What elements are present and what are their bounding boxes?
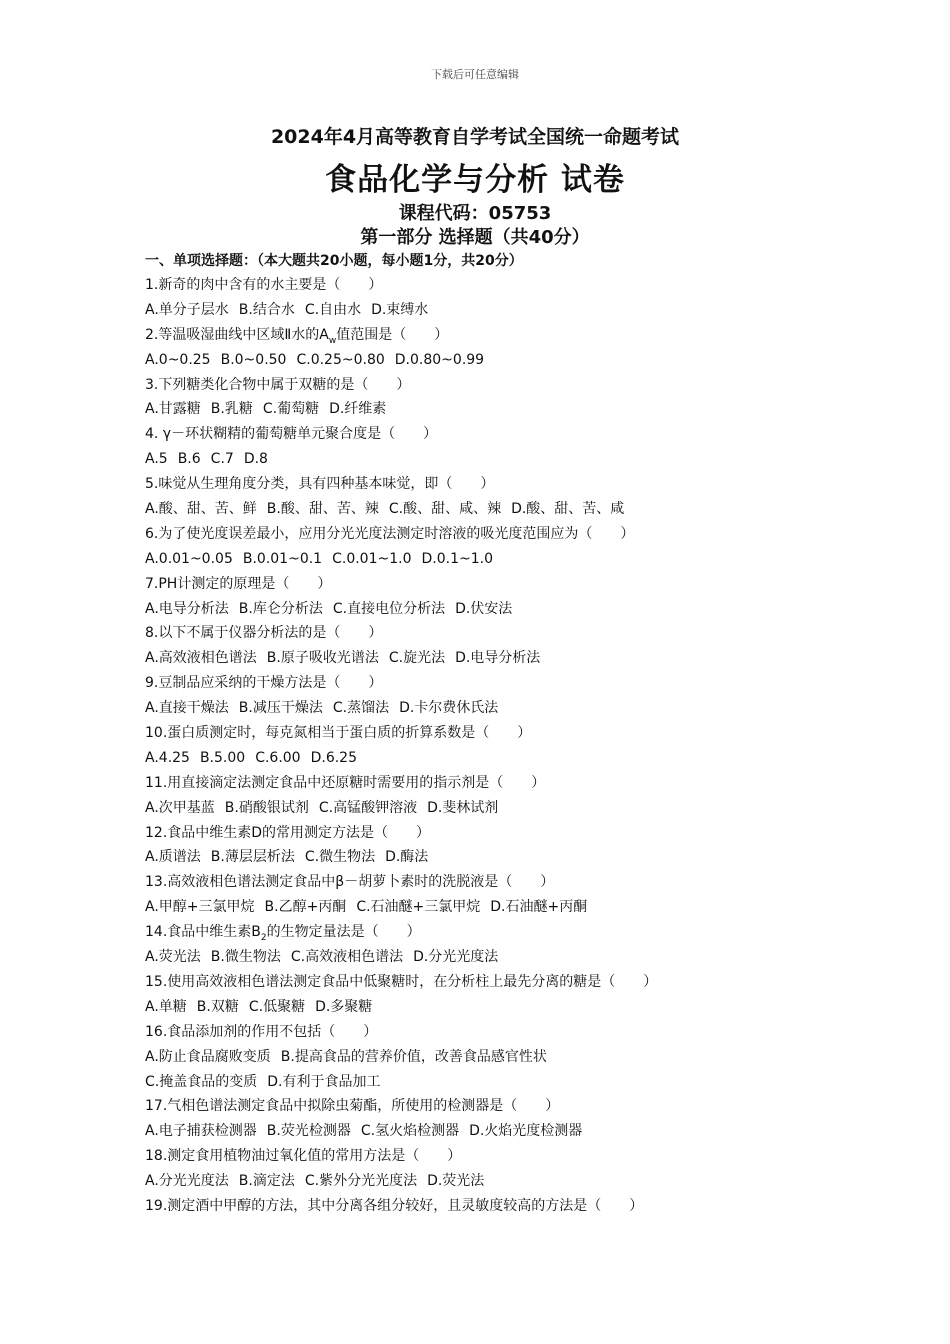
question-7: 7.PH计测定的原理是（ ） (145, 575, 332, 592)
option: A.质谱法 (145, 849, 201, 866)
option: D.卡尔费休氏法 (399, 700, 499, 717)
option: D.有利于食品加工 (267, 1073, 381, 1090)
option: C.微生物法 (304, 849, 376, 866)
option: B.荧光检测器 (266, 1123, 351, 1140)
option: C.0.01~1.0 (332, 550, 412, 567)
options-1 (145, 298, 915, 323)
options-14 (145, 945, 915, 970)
options-16 (145, 1045, 915, 1070)
option: A.甲醇+三氯甲烷 (145, 899, 255, 916)
options-11 (145, 796, 915, 821)
question-16: 16.食品添加剂的作用不包括（ ） (145, 1023, 378, 1040)
question-14 (145, 920, 915, 945)
question-11: 11.用直接滴定法测定食品中还原糖时需要用的指示剂是（ ） (145, 774, 546, 791)
option: C.低聚糖 (248, 998, 306, 1015)
option: D.酶法 (385, 849, 429, 866)
option: A.单分子层水 (145, 301, 229, 318)
options-8 (145, 646, 915, 671)
subscript: w (328, 335, 337, 346)
subject-title: 食品化学与分析 试卷 (325, 162, 625, 198)
option: D.伏安法 (455, 600, 513, 617)
option: C.石油醚+三氯甲烷 (356, 899, 481, 916)
option: B.5.00 (199, 749, 246, 766)
option: A.0~0.25 (145, 351, 211, 368)
option: D.多聚糖 (315, 998, 373, 1015)
option: A.高效液相色谱法 (145, 650, 257, 667)
option: B.库仑分析法 (238, 600, 323, 617)
header-note: 下载后可任意编辑 (431, 68, 519, 81)
section-heading: 一、单项选择题：（本大题共20小题，每小题1分，共20分） (145, 253, 523, 269)
question-19: 19.测定酒中甲醇的方法，其中分离各组分较好，且灵敏度较高的方法是（ ） (145, 1197, 644, 1214)
question-18: 18.测定食用植物油过氧化值的常用方法是（ ） (145, 1148, 462, 1165)
options-9 (145, 696, 915, 721)
option: A.电导分析法 (145, 600, 229, 617)
option: C.紫外分光光度法 (304, 1173, 418, 1190)
option: D.0.1~1.0 (421, 550, 493, 567)
question-5: 5.味觉从生理角度分类，具有四种基本味觉，即（ ） (145, 476, 495, 493)
option: A.酸、甜、苦、鲜 (145, 501, 257, 518)
option: D.分光光度法 (413, 949, 499, 966)
options-6 (145, 547, 915, 572)
option: C.自由水 (304, 301, 362, 318)
options-15 (145, 995, 915, 1020)
option: A.荧光法 (145, 949, 201, 966)
part-title: 第一部分 选择题（共40分） (360, 227, 590, 248)
option: B.6 (177, 451, 201, 468)
questions-section (145, 249, 915, 1219)
question-text: 14.食品中维生素B (145, 924, 261, 941)
option: C.高锰酸钾溶液 (318, 799, 418, 816)
option: D.斐林试剂 (427, 799, 499, 816)
question-3: 3.下列糖类化合物中属于双糖的是（ ） (145, 376, 411, 393)
option: A.次甲基蓝 (145, 799, 215, 816)
option: C.6.00 (255, 749, 301, 766)
option: B.酸、甜、苦、辣 (266, 501, 379, 518)
options-17 (145, 1119, 915, 1144)
option: A.单糖 (145, 998, 187, 1015)
option: A.直接干燥法 (145, 700, 229, 717)
option: C.酸、甜、咸、辣 (388, 501, 502, 518)
option: B.薄层层析法 (210, 849, 295, 866)
options-12 (145, 845, 915, 870)
option: B.乳糖 (210, 401, 253, 418)
option: C.氢火焰检测器 (360, 1123, 460, 1140)
option: D.石油醚+丙酮 (490, 899, 588, 916)
question-text: 值范围是（ ） (336, 326, 449, 343)
option: B.提高食品的营养价值，改善食品感官性状 (280, 1048, 547, 1065)
option: B.0.01~0.1 (242, 550, 323, 567)
question-2 (145, 323, 915, 348)
option: A.防止食品腐败变质 (145, 1048, 271, 1065)
options-2 (145, 348, 915, 373)
option: D.荧光法 (427, 1173, 485, 1190)
options-13 (145, 895, 915, 920)
option: D.束缚水 (371, 301, 429, 318)
option: C.0.25~0.80 (296, 351, 385, 368)
option: C.直接电位分析法 (332, 600, 446, 617)
option: B.乙醇+丙酮 (264, 899, 347, 916)
option: B.结合水 (238, 301, 295, 318)
option: A.甘露糖 (145, 401, 201, 418)
subscript: 2 (260, 932, 267, 943)
option: B.原子吸收光谱法 (266, 650, 379, 667)
option: D.火焰光度检测器 (469, 1123, 583, 1140)
option: A.电子捕获检测器 (145, 1123, 257, 1140)
question-text: 的生物定量法是（ ） (266, 924, 421, 941)
question-10: 10.蛋白质测定时，每克氮相当于蛋白质的折算系数是（ ） (145, 725, 532, 742)
options-18 (145, 1169, 915, 1194)
option: A.分光光度法 (145, 1173, 229, 1190)
question-4: 4. γ－环状糊精的葡萄糖单元聚合度是（ ） (145, 426, 438, 443)
option: C.葡萄糖 (262, 401, 320, 418)
option: A.5 (145, 451, 168, 468)
option: D.酸、甜、苦、咸 (511, 501, 625, 518)
options-16-continued (145, 1070, 915, 1095)
option: D.0.80~0.99 (394, 351, 485, 368)
option: B.双糖 (196, 998, 239, 1015)
question-12: 12.食品中维生素D的常用测定方法是（ ） (145, 824, 431, 841)
option: B.滴定法 (238, 1173, 295, 1190)
option: C.高效液相色谱法 (290, 949, 404, 966)
course-code: 课程代码：05753 (398, 203, 552, 224)
question-1: 1.新奇的肉中含有的水主要是（ ） (145, 277, 383, 293)
option: B.减压干燥法 (238, 700, 323, 717)
option: C.7 (210, 451, 234, 468)
option: D.6.25 (310, 749, 357, 766)
option: B.0~0.50 (220, 351, 287, 368)
question-15: 15.使用高效液相色谱法测定食品中低聚糖时，在分析柱上最先分离的糖是（ ） (145, 973, 658, 990)
option: D.电导分析法 (455, 650, 541, 667)
exam-title: 2024年4月高等教育自学考试全国统一命题考试 (270, 126, 680, 148)
options-7 (145, 597, 915, 622)
option: A.4.25 (145, 749, 190, 766)
option: A.0.01~0.05 (145, 550, 233, 567)
option: B.微生物法 (210, 949, 281, 966)
option: C.蒸馏法 (332, 700, 390, 717)
option: D.8 (243, 451, 268, 468)
options-4 (145, 447, 915, 472)
question-6: 6.为了使光度误差最小，应用分光光度法测定时溶液的吸光度范围应为（ ） (145, 525, 635, 542)
option: C.旋光法 (388, 650, 446, 667)
question-9: 9.豆制品应采纳的干燥方法是（ ） (145, 675, 383, 692)
question-17: 17.气相色谱法测定食品中拟除虫菊酯，所使用的检测器是（ ） (145, 1098, 560, 1115)
option: C.掩盖食品的变质 (145, 1073, 258, 1090)
question-13: 13.高效液相色谱法测定食品中β－胡萝卜素时的洗脱液是（ ） (145, 874, 555, 891)
option: B.硝酸银试剂 (224, 799, 309, 816)
options-3 (145, 397, 915, 422)
options-10 (145, 746, 915, 771)
question-text: 2.等温吸湿曲线中区域Ⅱ水的A (145, 326, 329, 343)
options-5 (145, 497, 915, 522)
option: D.纤维素 (329, 401, 387, 418)
question-8: 8.以下不属于仪器分析法的是（ ） (145, 625, 383, 642)
